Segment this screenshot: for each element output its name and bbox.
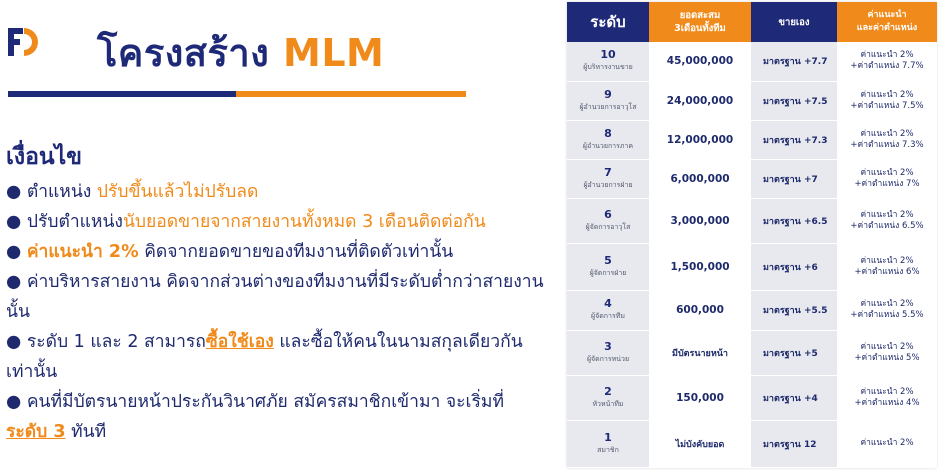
rank-cell: [567, 330, 649, 375]
self-sale-cell: มาตรฐาน 12: [751, 420, 837, 467]
rank-level: 8: [604, 126, 612, 140]
rank-cell: [567, 159, 649, 198]
header-self-sale: ขายเอง: [751, 2, 837, 42]
table-row: [567, 159, 937, 198]
commission-cell: ค่าแนะนำ 2% +ค่าตำแหน่ง 6.5%: [837, 198, 937, 243]
team-sales-cell: 600,000: [649, 290, 751, 330]
commission-cell: ค่าแนะนำ 2% +ค่าตำแหน่ง 5%: [837, 330, 937, 375]
team-sales-cell: 6,000,000: [649, 159, 751, 198]
table-row: [567, 330, 937, 375]
self-sale-cell: มาตรฐาน +4: [751, 375, 837, 420]
title-main: โครงสร้าง: [97, 31, 284, 75]
rank-table-panel: [567, 2, 937, 468]
rank-cell: [567, 42, 649, 81]
header-level: ระดับ: [567, 2, 649, 42]
rank-cell: [567, 243, 649, 290]
table-row: [567, 243, 937, 290]
self-sale-cell: มาตรฐาน +6.5: [751, 198, 837, 243]
commission-cell: ค่าแนะนำ 2% +ค่าตำแหน่ง 7%: [837, 159, 937, 198]
rank-level: 2: [604, 384, 612, 398]
table-row: [567, 42, 937, 81]
team-sales-cell: 24,000,000: [649, 81, 751, 120]
list-item: ● ค่าบริหารสายงาน คิดจากส่วนต่างของทีมงานที่มีระดับต่ำกว่าสายงานนั้น: [6, 272, 544, 322]
rank-cell: [567, 120, 649, 159]
rank-position: ผู้จัดการฝ่าย: [589, 268, 627, 277]
self-sale-cell: มาตรฐาน +6: [751, 243, 837, 290]
rank-position: ผู้จัดการทีม: [591, 312, 625, 320]
table-row: [567, 375, 937, 420]
rank-level: 1: [604, 430, 612, 444]
commission-cell: ค่าแนะนำ 2% +ค่าตำแหน่ง 5.5%: [837, 290, 937, 330]
commission-cell: ค่าแนะนำ 2% +ค่าตำแหน่ง 7.5%: [837, 81, 937, 120]
team-sales-cell: 12,000,000: [649, 120, 751, 159]
team-sales-cell: 1,500,000: [649, 243, 751, 290]
self-sale-cell: มาตรฐาน +7.7: [751, 42, 837, 81]
table-row: [567, 198, 937, 243]
rank-level: 10: [600, 48, 616, 62]
team-sales-cell: 45,000,000: [649, 42, 751, 81]
brand-logo-icon: [8, 26, 42, 58]
self-sale-cell: มาตรฐาน +5.5: [751, 290, 837, 330]
rank-cell: [567, 290, 649, 330]
rank-table: [567, 2, 937, 468]
commission-cell: ค่าแนะนำ 2% +ค่าตำแหน่ง 4%: [837, 375, 937, 420]
title-highlight: MLM: [283, 31, 385, 75]
rank-cell: [567, 420, 649, 467]
rank-level: 3: [604, 339, 612, 353]
self-sale-cell: มาตรฐาน +7.5: [751, 81, 837, 120]
rank-level: 9: [604, 87, 612, 101]
conditions-list: [6, 177, 546, 447]
commission-cell: ค่าแนะนำ 2%: [837, 420, 937, 467]
table-row: [567, 420, 937, 467]
rank-position: ผู้อำนวยการอาวุโส: [579, 102, 637, 111]
list-item: ● คนที่มีบัตรนายหน้าประกันวินาศภัย สมัครสมาชิกเข้ามา จะเริ่มที่ ระดับ 3 ทันที: [6, 392, 504, 442]
list-item: ● ระดับ 1 และ 2 สามารถซื้อใช้เอง และซื้อให้คนในนามสกุลเดียวกันเท่านั้น: [6, 332, 523, 382]
rank-level: 4: [604, 297, 612, 310]
rank-cell: [567, 198, 649, 243]
self-sale-cell: มาตรฐาน +7: [751, 159, 837, 198]
list-item: ● ค่าแนะนำ 2% คิดจากยอดขายของทีมงานที่ติดตัวเท่านั้น: [6, 242, 454, 262]
rank-position: ผู้อำนวยการภาค: [582, 141, 634, 150]
title-divider: [8, 91, 466, 97]
commission-cell: ค่าแนะนำ 2% +ค่าตำแหน่ง 6%: [837, 243, 937, 290]
self-sale-cell: มาตรฐาน +7.3: [751, 120, 837, 159]
team-sales-cell: 150,000: [649, 375, 751, 420]
rank-position: ผู้จัดการหน่วย: [586, 354, 630, 363]
rank-position: ผู้อำนวยการฝ่าย: [583, 180, 633, 189]
rank-position: ผู้จัดการอาวุโส: [585, 222, 631, 231]
team-sales-cell: 3,000,000: [649, 198, 751, 243]
rank-level: 7: [604, 165, 612, 179]
table-row: [567, 81, 937, 120]
rank-level: 5: [604, 253, 612, 267]
table-row: [567, 120, 937, 159]
self-sale-cell: มาตรฐาน +5: [751, 330, 837, 375]
table-row: [567, 290, 937, 330]
list-item: ● ตำแหน่ง ปรับขึ้นแล้วไม่ปรับลด: [6, 182, 259, 202]
commission-cell: ค่าแนะนำ 2% +ค่าตำแหน่ง 7.7%: [837, 42, 937, 81]
team-sales-cell: มีบัตรนายหน้า: [649, 330, 751, 375]
rank-level: 6: [604, 207, 612, 221]
conditions-heading: เงื่อนไข: [6, 144, 82, 170]
rank-position: ผู้บริหารงานขาย: [583, 63, 633, 72]
rank-position: สมาชิก: [597, 445, 619, 454]
rank-cell: [567, 81, 649, 120]
page-title: [97, 22, 384, 83]
header-commission: ค่าแนะนำ และค่าตำแหน่ง: [837, 2, 937, 42]
rank-cell: [567, 375, 649, 420]
rank-position: หัวหน้าทีม: [592, 399, 624, 408]
team-sales-cell: ไม่บังคับยอด: [649, 420, 751, 467]
commission-cell: ค่าแนะนำ 2% +ค่าตำแหน่ง 7.3%: [837, 120, 937, 159]
header-team-sales: ยอดสะสม 3เดือนทั้งทีม: [649, 2, 751, 42]
list-item: ● ปรับตำแหน่งนับยอดขายจากสายงานทั้งหมด 3 เดือนติดต่อกัน: [6, 212, 486, 232]
